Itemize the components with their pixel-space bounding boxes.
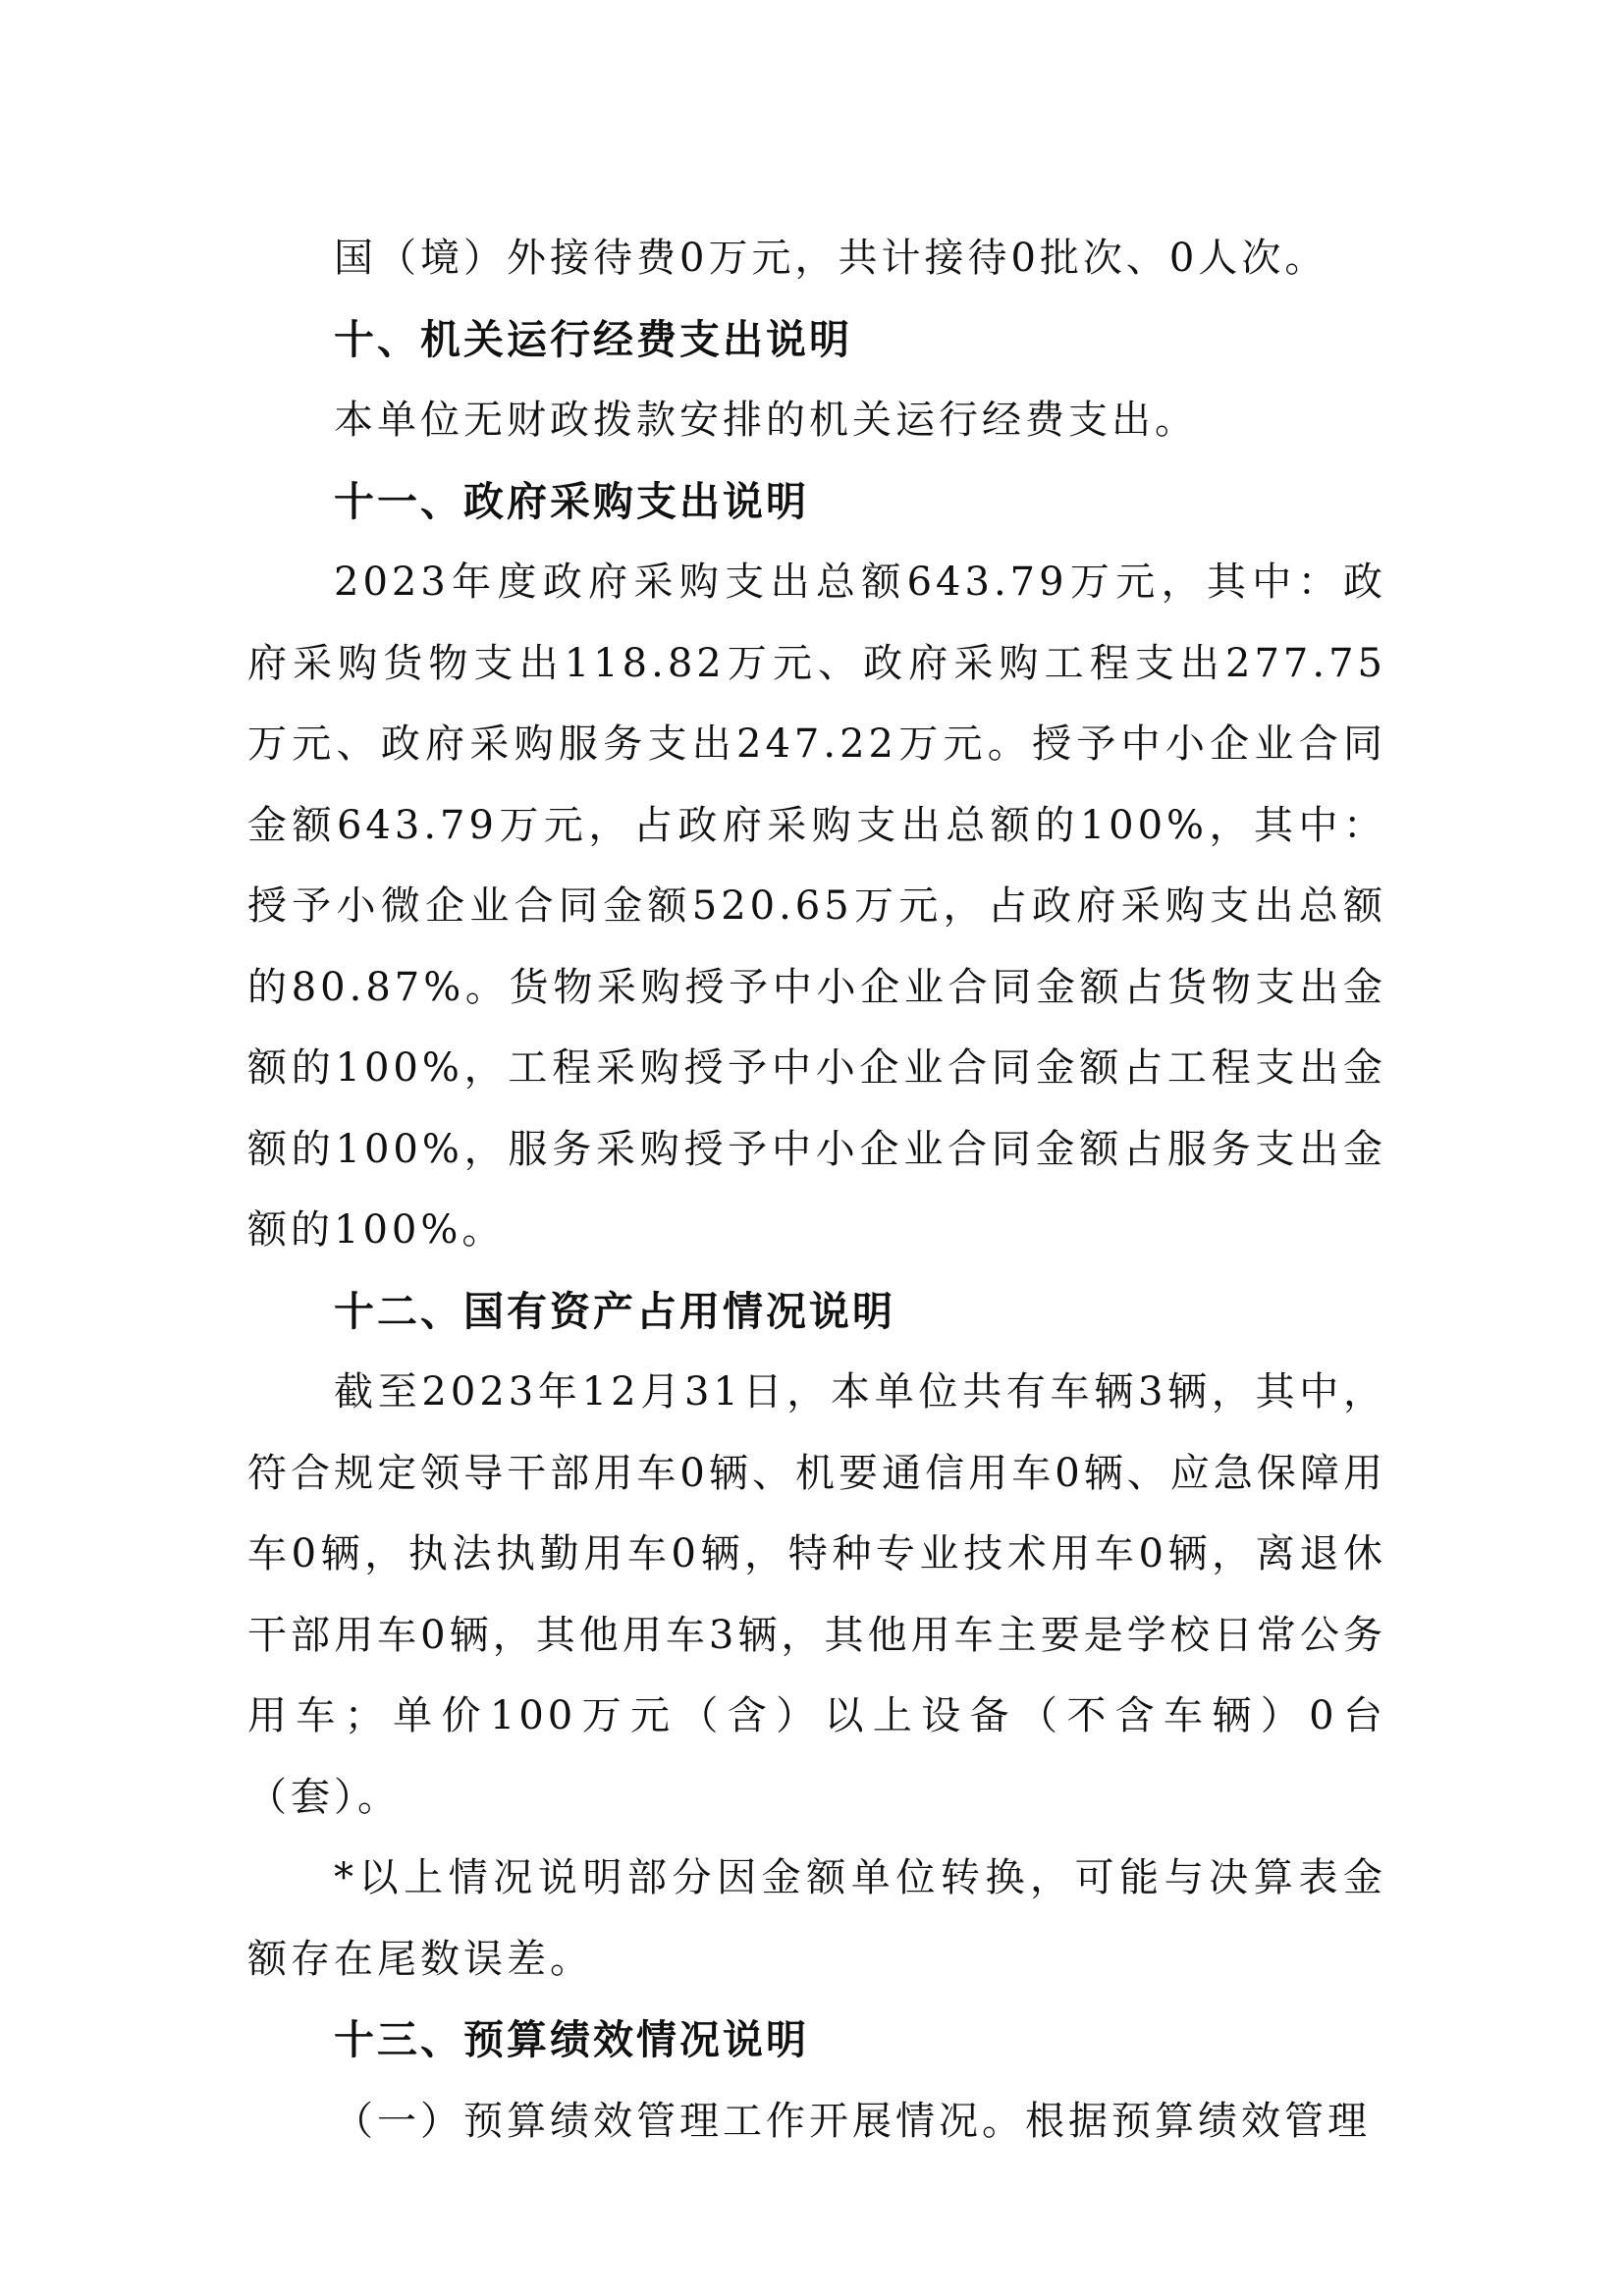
paragraph-procurement: 2023年度政府采购支出总额643.79万元，其中：政府采购货物支出118.82万元、政府采购工程支出277.75万元、政府采购服务支出247.22万元。授予中小企业合同金额643.79万元，占政府采购支出总额的100%，其中：授予小微企业合同金额520.65万元，占政府采购支出总额的80.87%。货物采购授予中小企业合同金额占货物支出金额的100%，工程采购授予中小企业合同金额占工程支出金额的100%，服务采购授予中小企业合同金额占服务支出金额的100%。 [247, 560, 1386, 1253]
heading-section-10: 十、机关运行经费支出说明 [334, 315, 852, 363]
paragraph-footnote: *以上情况说明部分因金额单位转换，可能与决算表金额存在尾数误差。 [247, 1855, 1386, 1982]
paragraph-performance-management: （一）预算绩效管理工作开展情况。根据预算绩效管理 [334, 2098, 1371, 2144]
heading-section-12: 十二、国有资产占用情况说明 [334, 1287, 895, 1335]
heading-section-13: 十三、预算绩效情况说明 [334, 2016, 809, 2063]
paragraph-reception-fee: 国（境）外接待费0万元，共计接待0批次、0人次。 [334, 236, 1328, 281]
paragraph-assets: 截至2023年12月31日，本单位共有车辆3辆，其中，符合规定领导干部用车0辆、机要通信用车0辆、应急保障用车0辆，执法执勤用车0辆，特种专业技术用车0辆，离退休干部用车0辆，其他用车3辆，其他用车主要是学校日常公务用车；单价100万元（含）以上设备（不含车辆）0台（套）。 [247, 1369, 1386, 1820]
document-body [247, 218, 1386, 2162]
heading-section-11: 十一、政府采购支出说明 [334, 477, 809, 525]
paragraph-operating-expenses: 本单位无财政拨款安排的机关运行经费支出。 [334, 398, 1198, 443]
